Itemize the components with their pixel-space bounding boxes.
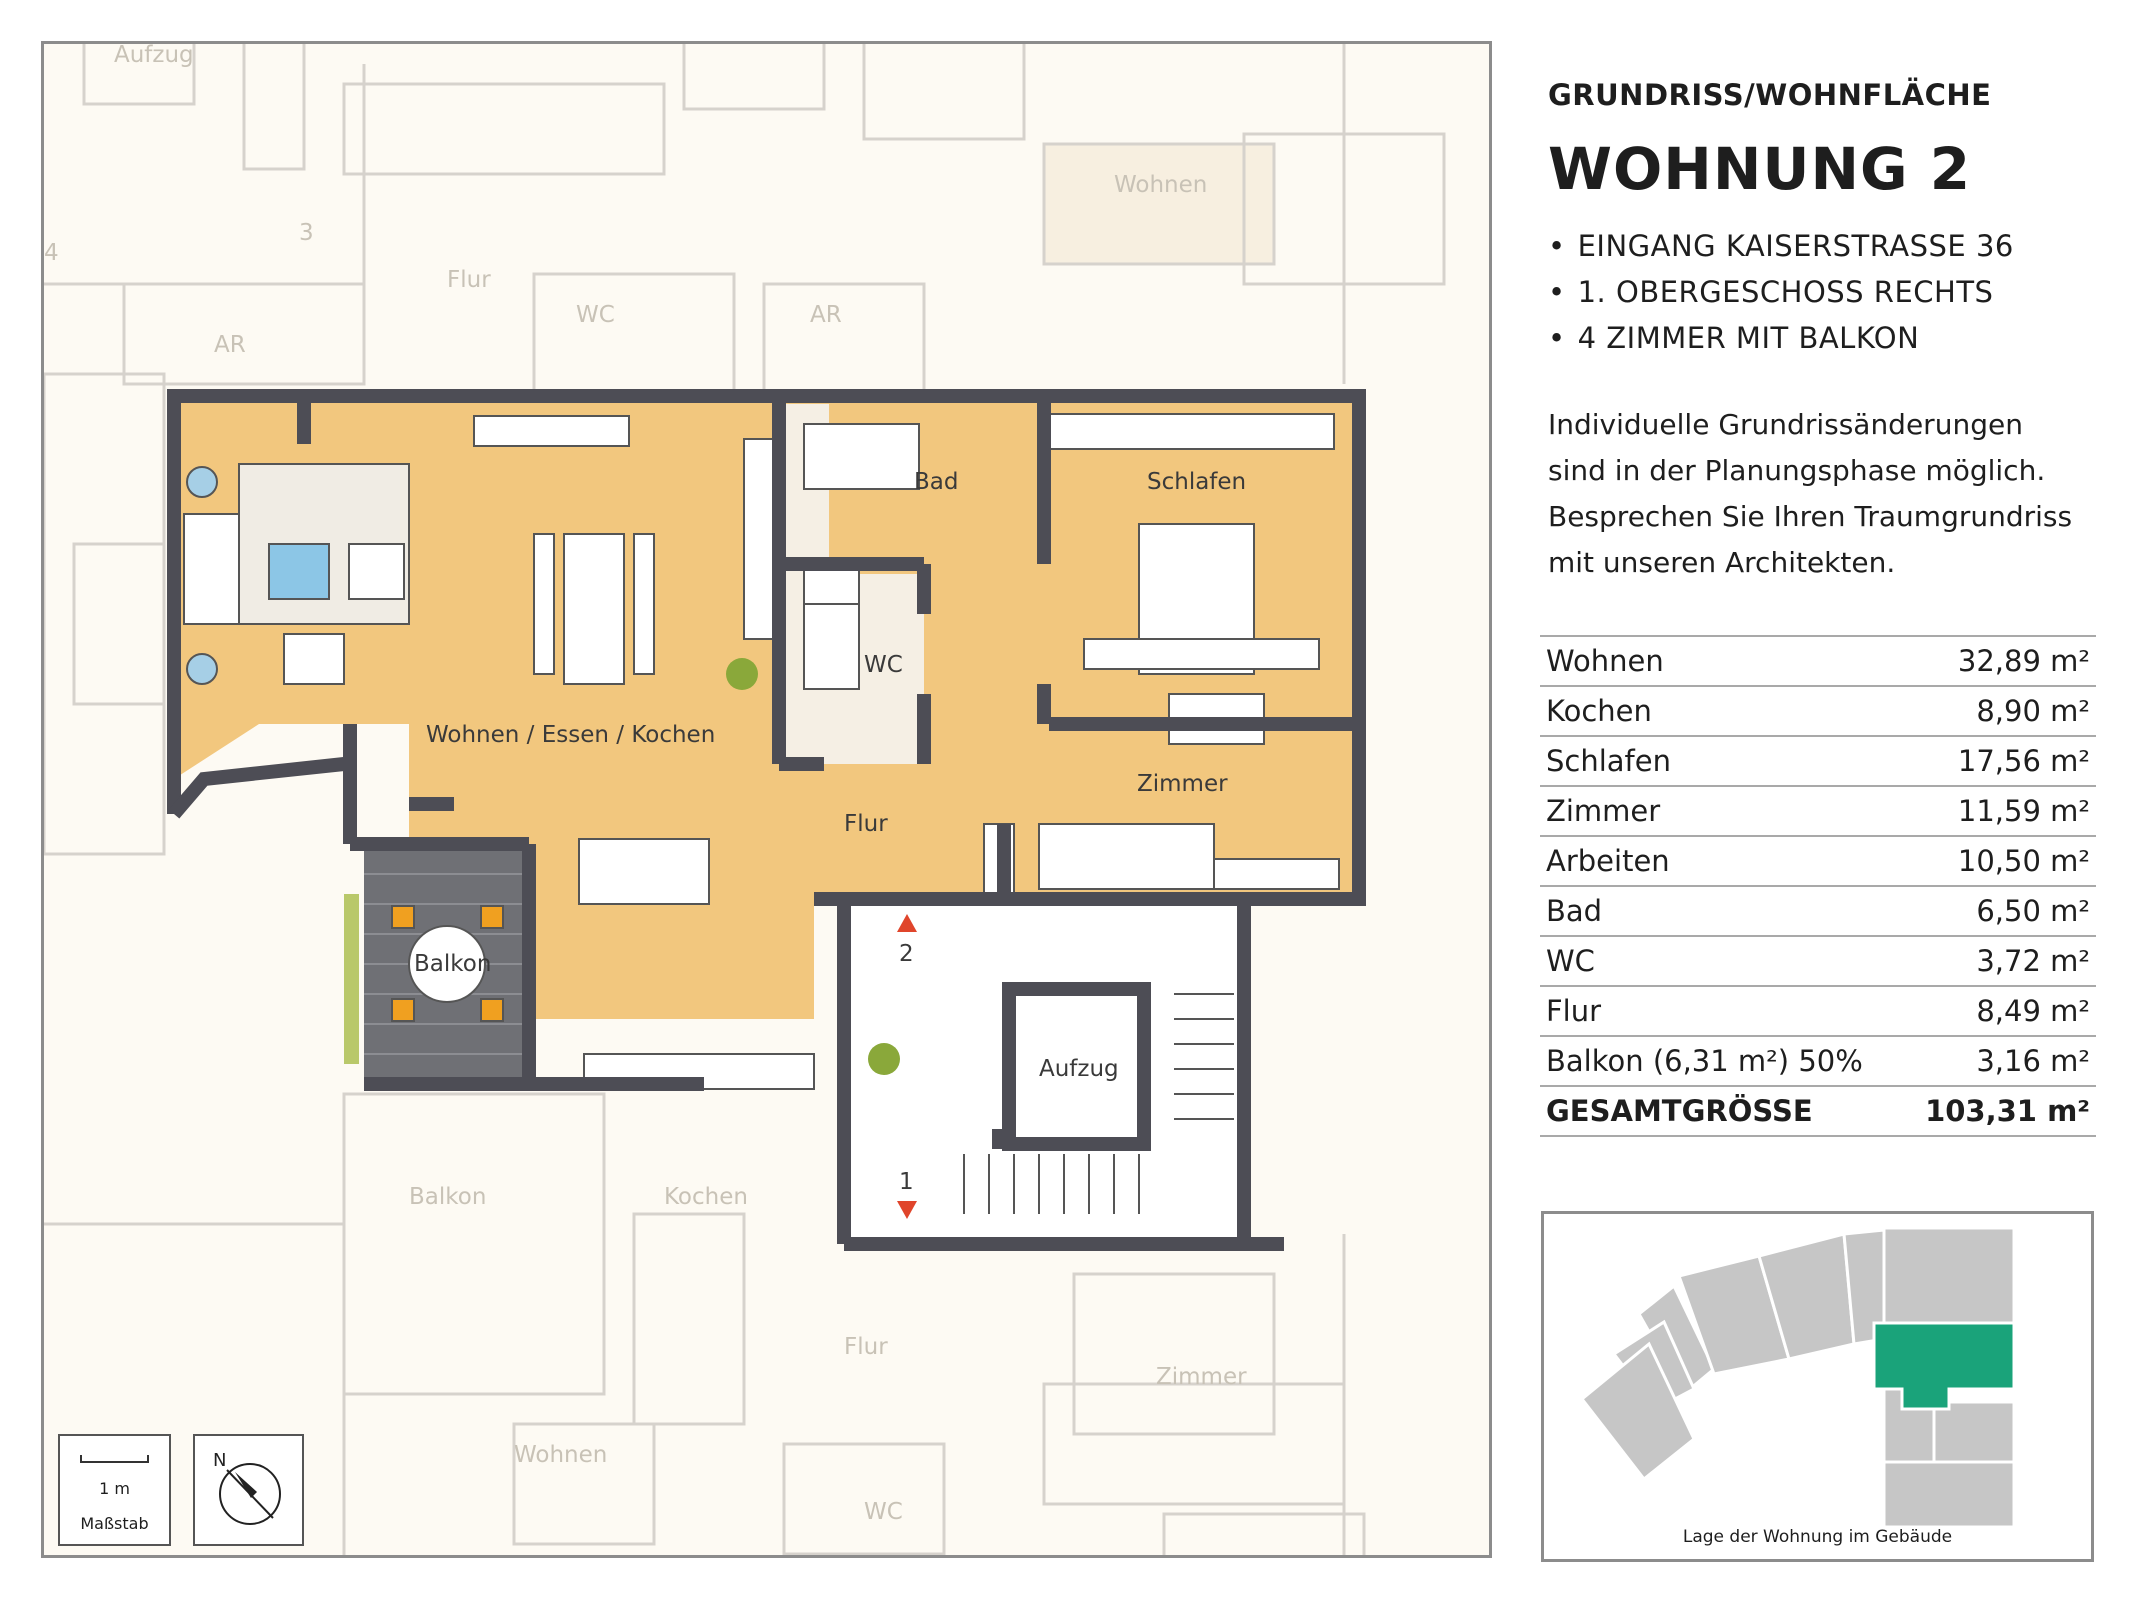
room-name: Arbeiten bbox=[1540, 836, 1901, 886]
room-area: 11,59 m² bbox=[1901, 786, 2096, 836]
ghost-label-balkon-bottom: Balkon bbox=[409, 1184, 487, 1210]
ghost-stair-marker-3: 3 bbox=[299, 220, 314, 246]
ghost-label-wc-bottom: WC bbox=[864, 1499, 903, 1525]
building-block bbox=[1934, 1402, 2014, 1462]
room-label-bad: Bad bbox=[914, 469, 959, 495]
building-outline bbox=[1544, 1214, 2091, 1559]
scale-legend bbox=[58, 1434, 171, 1546]
location-caption: Lage der Wohnung im Gebäude bbox=[1682, 1527, 1953, 1547]
room-label-schlafen: Schlafen bbox=[1147, 469, 1247, 495]
ghost-label-flur-bottom: Flur bbox=[844, 1334, 888, 1360]
total-label: GESAMTGRÖSSE bbox=[1540, 1086, 1901, 1136]
room-area: 8,49 m² bbox=[1901, 986, 2096, 1036]
location-map bbox=[1541, 1211, 2094, 1562]
ghost-label-wohnen-bottom: Wohnen bbox=[514, 1442, 608, 1468]
compass-icon bbox=[195, 1436, 302, 1544]
scale-label: Maßstab bbox=[80, 1514, 149, 1533]
table-row bbox=[1540, 636, 2096, 686]
feature-item: • 4 ZIMMER MIT BALKON bbox=[1548, 315, 2014, 361]
svg-text:N: N bbox=[213, 1450, 227, 1471]
ghost-label-ar-right: AR bbox=[810, 302, 842, 328]
room-name: Zimmer bbox=[1540, 786, 1901, 836]
north-arrow bbox=[193, 1434, 304, 1546]
room-area: 6,50 m² bbox=[1901, 886, 2096, 936]
description-line: Besprechen Sie Ihren Traumgrundriss bbox=[1548, 500, 2073, 533]
table-row bbox=[1540, 1036, 2096, 1086]
ghost-label-zimmer-bottom: Zimmer bbox=[1156, 1364, 1247, 1390]
total-area: 103,31 m² bbox=[1901, 1086, 2096, 1136]
stair-marker-1: 1 bbox=[899, 1169, 914, 1195]
room-area: 10,50 m² bbox=[1901, 836, 2096, 886]
area-table bbox=[1540, 635, 2096, 1137]
description-line: mit unseren Architekten. bbox=[1548, 546, 1896, 579]
room-label-flur: Flur bbox=[844, 811, 888, 837]
room-name: Bad bbox=[1540, 886, 1901, 936]
room-label-wc: WC bbox=[864, 652, 903, 678]
scale-bar bbox=[80, 1455, 149, 1463]
feature-list bbox=[1548, 223, 2014, 361]
room-label-wohnen: Wohnen / Essen / Kochen bbox=[426, 722, 716, 748]
room-name: Kochen bbox=[1540, 686, 1901, 736]
ghost-label-flur-top: Flur bbox=[447, 267, 491, 293]
room-area: 8,90 m² bbox=[1901, 686, 2096, 736]
table-row bbox=[1540, 686, 2096, 736]
section-kicker: GRUNDRISS/WOHNFLÄCHE bbox=[1548, 78, 1992, 112]
room-name: Flur bbox=[1540, 986, 1901, 1036]
description-line: Individuelle Grundrissänderungen bbox=[1548, 408, 2023, 441]
room-name: Schlafen bbox=[1540, 736, 1901, 786]
stair-marker-2: 2 bbox=[899, 941, 914, 967]
room-label-balkon: Balkon bbox=[414, 951, 492, 977]
building-block bbox=[1884, 1228, 2014, 1323]
table-row bbox=[1540, 936, 2096, 986]
room-name: Balkon (6,31 m²) 50% bbox=[1540, 1036, 1901, 1086]
description-line: sind in der Planungsphase möglich. bbox=[1548, 454, 2046, 487]
table-row bbox=[1540, 886, 2096, 936]
room-label-zimmer: Zimmer bbox=[1137, 771, 1228, 797]
floor-plan-drawing bbox=[44, 44, 1492, 1558]
table-row bbox=[1540, 836, 2096, 886]
ghost-label-ar-left: AR bbox=[214, 332, 246, 358]
ghost-label-aufzug: Aufzug bbox=[114, 44, 194, 68]
table-row bbox=[1540, 986, 2096, 1036]
feature-item: • 1. OBERGESCHOSS RECHTS bbox=[1548, 269, 2014, 315]
room-area: 32,89 m² bbox=[1901, 636, 2096, 686]
scale-length: 1 m bbox=[99, 1479, 130, 1498]
page-title: WOHNUNG 2 bbox=[1548, 135, 1972, 203]
floor-plan bbox=[41, 41, 1492, 1558]
ghost-label-kochen-bottom: Kochen bbox=[664, 1184, 748, 1210]
table-row bbox=[1540, 736, 2096, 786]
room-name: WC bbox=[1540, 936, 1901, 986]
description bbox=[1548, 402, 2096, 586]
total-row bbox=[1540, 1086, 2096, 1136]
room-label-aufzug: Aufzug bbox=[1039, 1056, 1119, 1082]
ghost-stair-marker-4: 4 bbox=[44, 240, 59, 266]
table-row bbox=[1540, 786, 2096, 836]
ghost-label-wc-top: WC bbox=[576, 302, 615, 328]
ghost-label-wohnen-top: Wohnen bbox=[1114, 172, 1208, 198]
room-area: 3,16 m² bbox=[1901, 1036, 2096, 1086]
room-area: 3,72 m² bbox=[1901, 936, 2096, 986]
building-block bbox=[1884, 1462, 2014, 1527]
room-name: Wohnen bbox=[1540, 636, 1901, 686]
room-area: 17,56 m² bbox=[1901, 736, 2096, 786]
feature-item: • EINGANG KAISERSTRASSE 36 bbox=[1548, 223, 2014, 269]
